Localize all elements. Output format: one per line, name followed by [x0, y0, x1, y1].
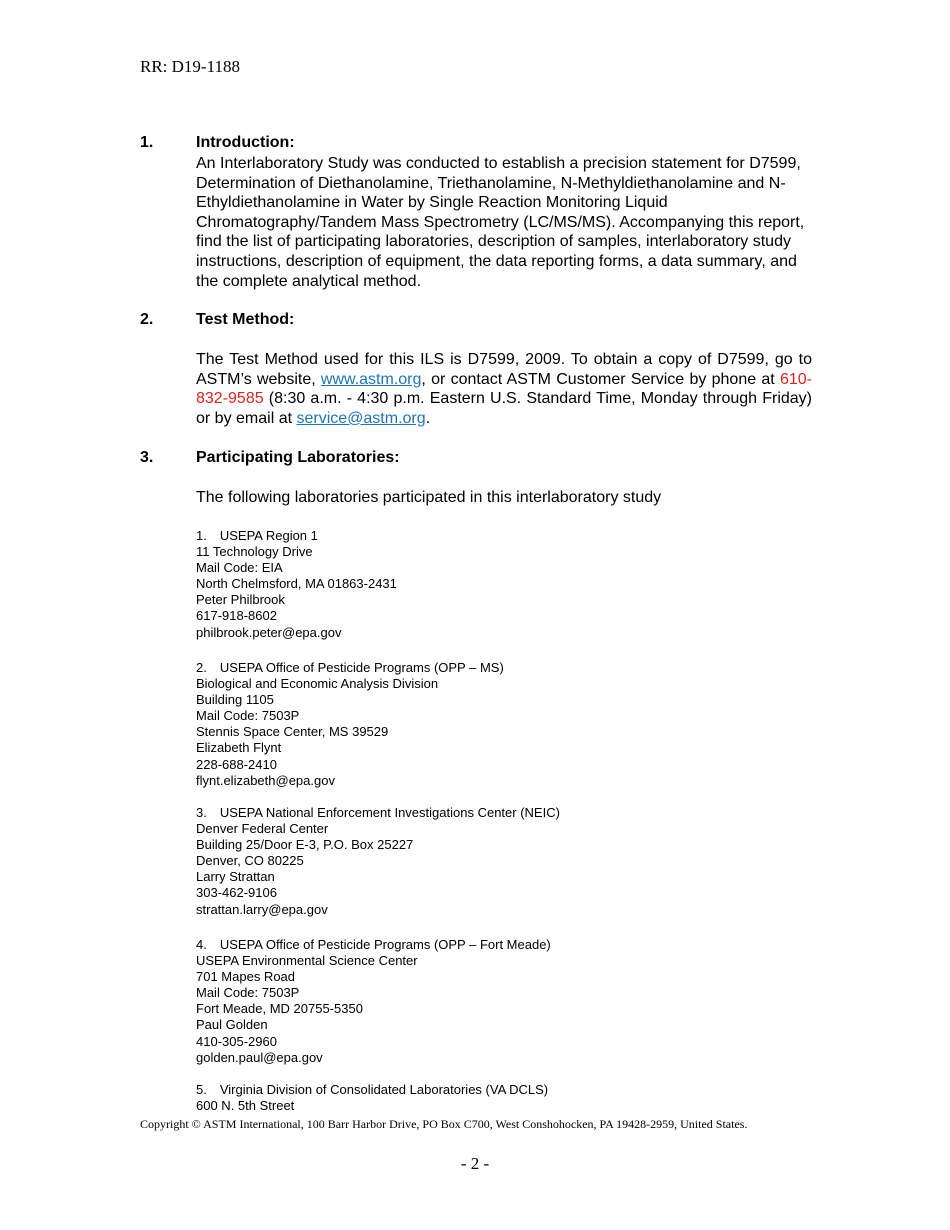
introduction-text: An Interlaboratory Study was conducted to establish a precision statement for D7599, Determination of Diethanolamine, Triethanolamine, N-Methyldiethanolamine and N-Ethyldiethanolamine in Water by Single Reaction Monitoring Liquid Chromatography/Tandem Mass Spectrometry (LC/MS/MS). Accompanying this report, find the list of participating laboratories, description of samples, interlaboratory study instructions, description of equipment, the data reporting forms, a data summary, and the complete analytical method.: [196, 155, 805, 290]
lab-line: 600 N. 5th Street: [196, 1098, 295, 1114]
section-title: Participating Laboratories:: [196, 449, 400, 466]
lab-line: Denver, CO 80225: [196, 853, 304, 869]
section-number: 2.: [140, 311, 154, 328]
lab-line: Peter Philbrook: [196, 592, 285, 608]
lab-line: 701 Mapes Road: [196, 969, 296, 985]
laboratory-entry: [196, 528, 397, 641]
service-email-link[interactable]: service@astm.org: [296, 409, 426, 427]
test-method-text-part: .: [425, 409, 431, 427]
lab-line: 1. USEPA Region 1: [196, 528, 318, 543]
section-number: 1.: [140, 134, 154, 151]
lab-line: Fort Meade, MD 20755-5350: [196, 1001, 363, 1017]
lab-email: philbrook.peter@epa.gov: [196, 624, 342, 640]
lab-line: Biological and Economic Analysis Division: [196, 676, 439, 692]
lab-line: Mail Code: 7503P: [196, 708, 300, 724]
lab-line: Denver Federal Center: [196, 821, 329, 837]
section-number: 3.: [140, 449, 154, 466]
lab-line: 5. Virginia Division of Consolidated Laboratories (VA DCLS): [196, 1082, 549, 1097]
lab-line: Elizabeth Flynt: [196, 740, 282, 756]
test-method-text-part: (8:30 a.m. - 4:30 p.m. Eastern U.S. Standard Time, Monday through Friday) or by email at: [196, 390, 812, 427]
lab-line: Mail Code: 7503P: [196, 985, 300, 1001]
laboratory-entry: [196, 660, 504, 789]
lab-line: 2. USEPA Office of Pesticide Programs (OPP – MS): [196, 660, 504, 675]
copyright-footer: Copyright © ASTM International, 100 Barr Harbor Drive, PO Box C700, West Conshohocken, PA 19428-2959, United States.: [140, 1117, 748, 1131]
astm-website-link[interactable]: www.astm.org: [320, 370, 422, 388]
lab-line: Mail Code: EIA: [196, 560, 283, 576]
test-method-text-part: , or contact ASTM Customer Service by phone at: [421, 370, 780, 388]
laboratory-entry: [196, 937, 551, 1066]
lab-line: 11 Technology Drive: [196, 544, 313, 560]
laboratory-entry: [196, 1082, 548, 1114]
lab-line: Larry Strattan: [196, 869, 275, 885]
test-method-text-part: The Test Method used for this ILS is D7599, 2009. To obtain a copy of D7599, go to ASTM’s website,: [196, 351, 812, 388]
lab-email: golden.paul@epa.gov: [196, 1049, 323, 1065]
lab-line: 228-688-2410: [196, 756, 277, 772]
section-title: Test Method:: [196, 311, 295, 328]
lab-line: Building 25/Door E-3, P.O. Box 25227: [196, 837, 414, 853]
page-number: - 2 -: [460, 1154, 490, 1173]
lab-line: 617-918-8602: [196, 608, 277, 624]
section-title: Introduction:: [196, 134, 295, 151]
test-method-text: [196, 350, 812, 428]
lab-line: Paul Golden: [196, 1017, 268, 1033]
laboratories-intro: The following laboratories participated in this interlaboratory study: [196, 489, 662, 506]
lab-line: 4. USEPA Office of Pesticide Programs (OPP – Fort Meade): [196, 937, 551, 952]
customer-service-phone: 610-832-9585: [196, 370, 812, 408]
laboratory-entry: [196, 805, 560, 918]
lab-line: 410-305-2960: [196, 1033, 277, 1049]
report-id-header: RR: D19-1188: [140, 57, 240, 76]
lab-line: Stennis Space Center, MS 39529: [196, 724, 389, 740]
lab-line: North Chelmsford, MA 01863-2431: [196, 576, 397, 592]
lab-line: 3. USEPA National Enforcement Investigations Center (NEIC): [196, 805, 560, 820]
lab-email: strattan.larry@epa.gov: [196, 901, 328, 917]
lab-email: flynt.elizabeth@epa.gov: [196, 772, 335, 788]
lab-line: USEPA Environmental Science Center: [196, 953, 418, 969]
lab-line: Building 1105: [196, 692, 274, 708]
lab-line: 303-462-9106: [196, 885, 277, 901]
